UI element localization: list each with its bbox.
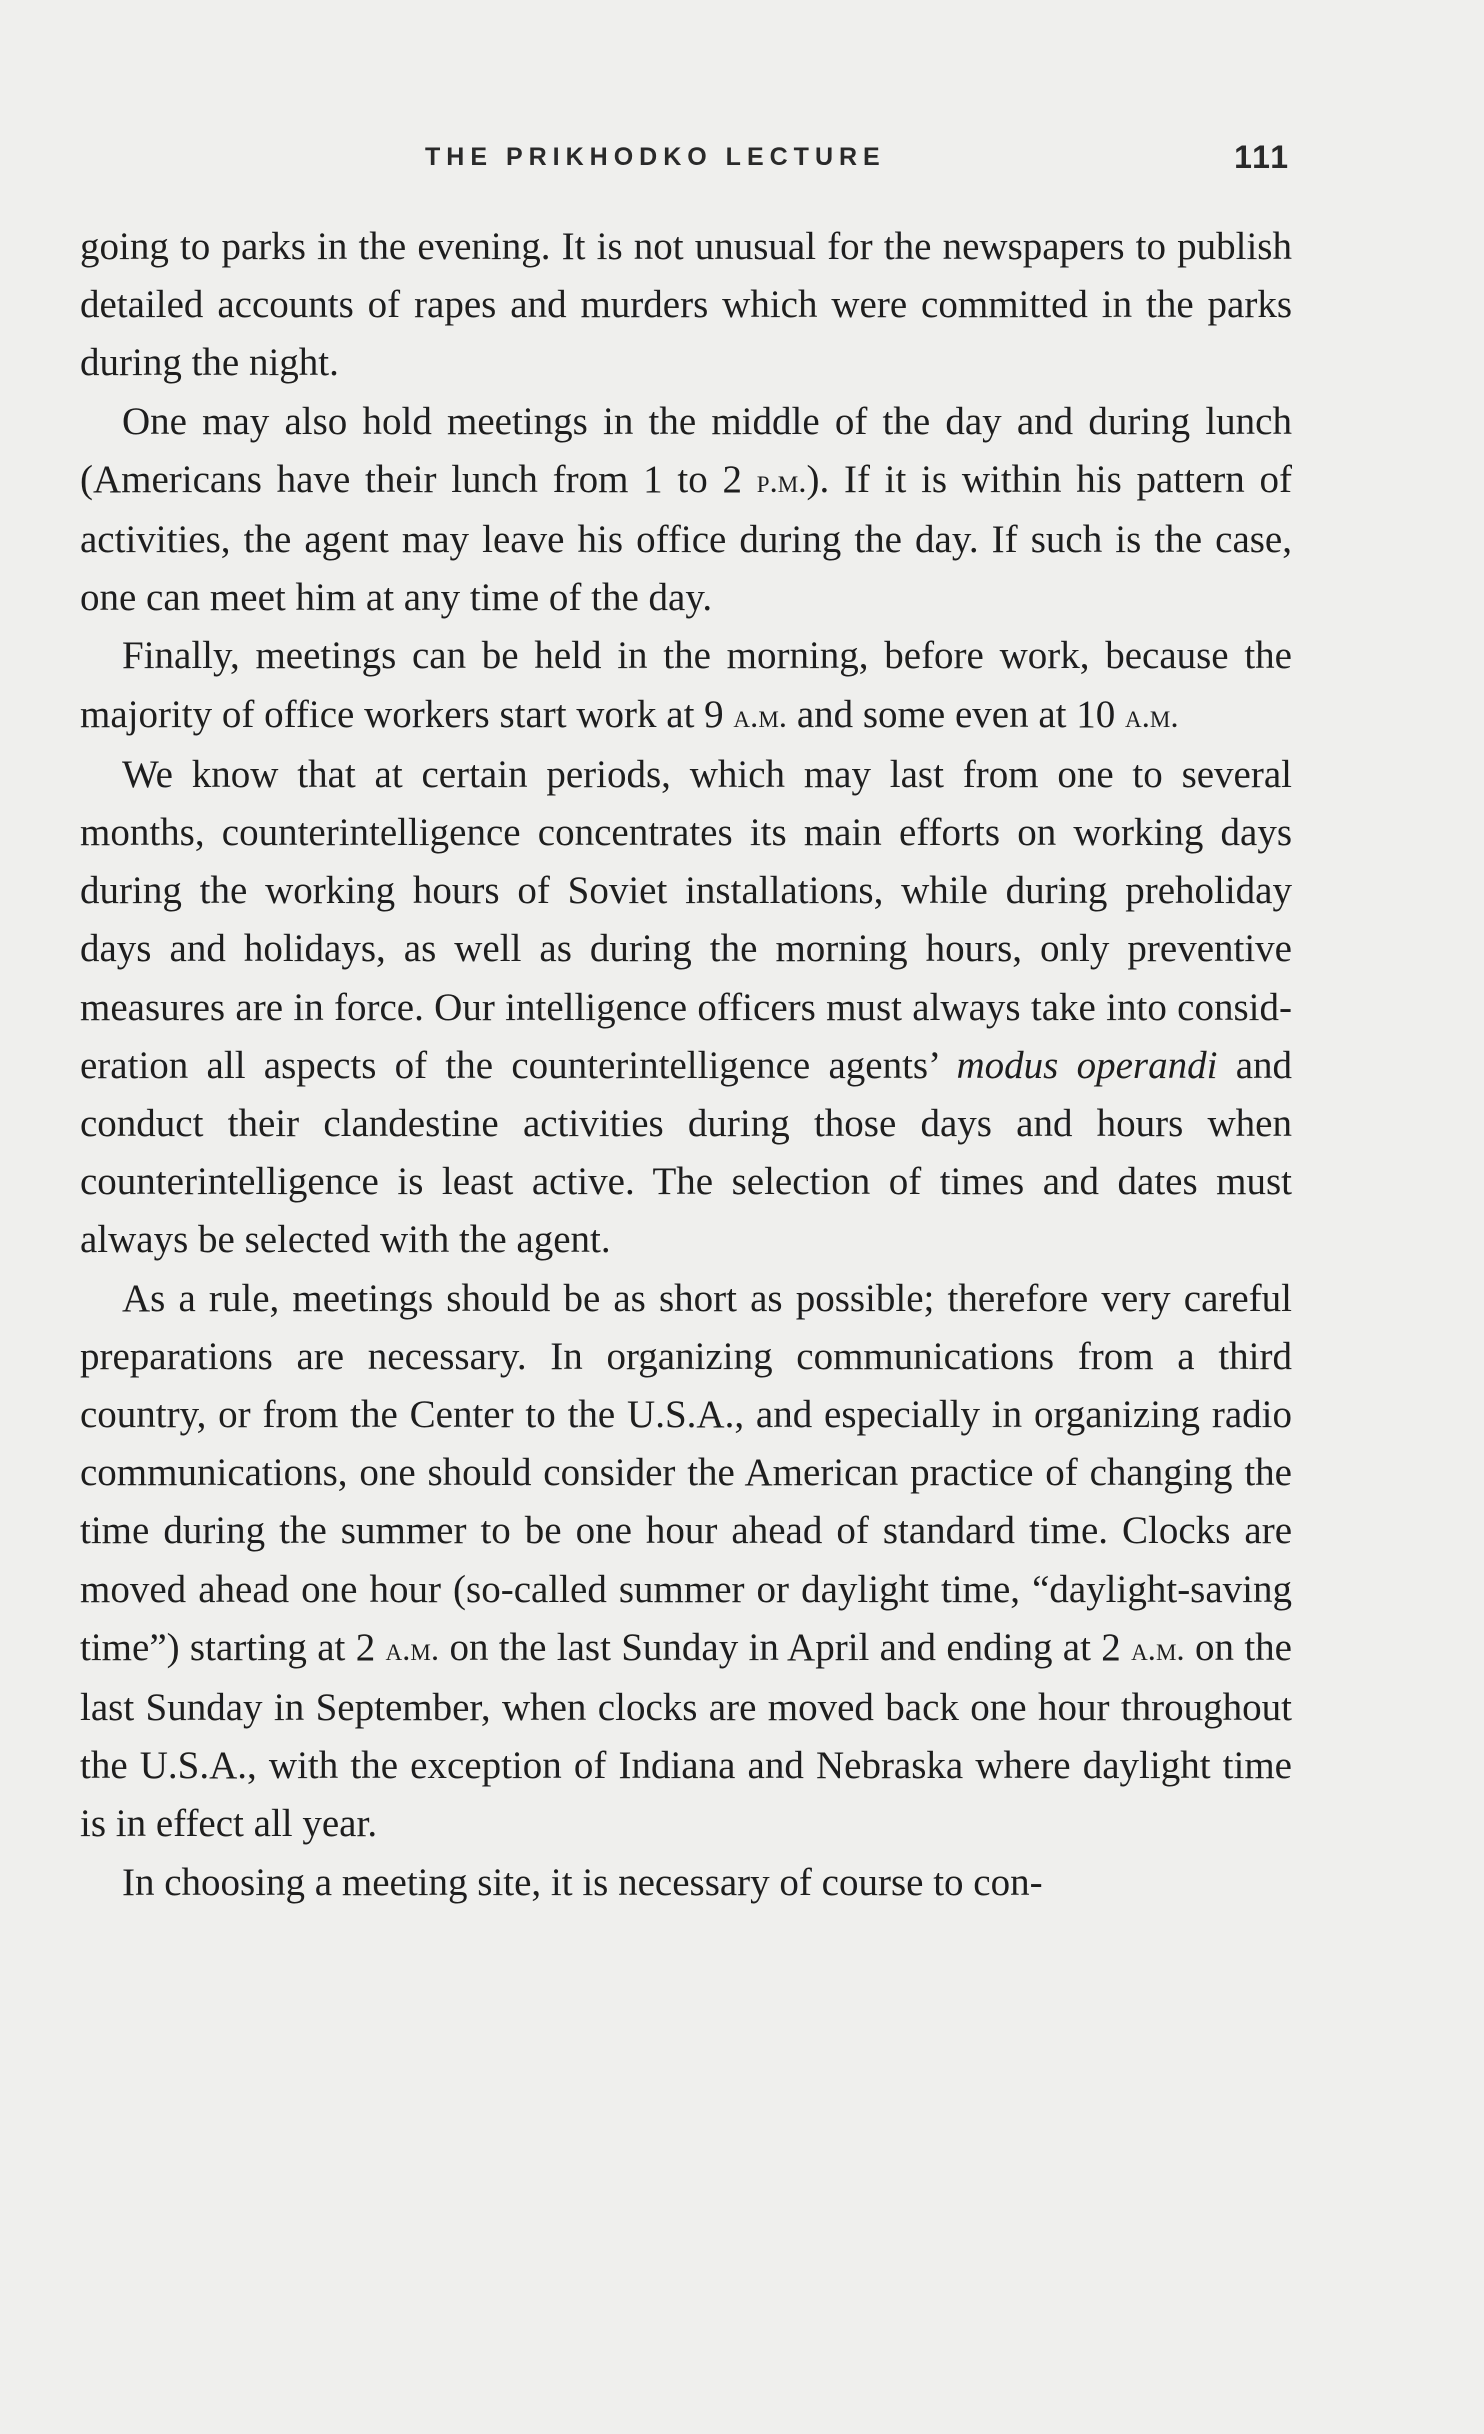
small-caps-time: a.m.	[733, 697, 788, 735]
text-run: In choosing a meeting site, it is necessary of course to con-	[122, 1860, 1043, 1904]
small-caps-time: p.m.	[756, 462, 807, 500]
body-text	[80, 218, 1292, 1912]
page-number: 111	[1234, 139, 1290, 175]
paragraph-1	[80, 218, 1292, 393]
text-run: As a rule, meetings should be as short as possible; therefore very careful preparations are necessary. In organizing communications from a third country, or from the Center to the U.S.A., and especially in organizing radio communications, one should consider the American practice of changing the time during the summer to be one hour ahead of standard time. Clocks are moved ahead one hour (so-called summer or daylight time, “daylight-saving time”) starting at 2	[80, 1276, 1292, 1669]
text-run: on the last Sunday in September, when clocks are moved back one hour throughout the U.S.A., with the exception of Indiana and Nebraska where daylight time is in effect all year.	[80, 1625, 1292, 1846]
text-run: We know that at certain periods, which may last from one to several months, counterintelligence concentrates its main efforts on working days during the working hours of Soviet installations, while during preholiday days and holidays, as well as during the morning hours, only preventive measures are in force. Our intelligence officers must always take into consideration all aspects of the counterintelligence agents’	[80, 752, 1292, 1087]
italic-phrase: modus operandi	[956, 1043, 1218, 1087]
text-run: going to parks in the evening. It is not unusual for the newspapers to publish detailed accounts of rapes and murders which were committed in the parks during the night.	[80, 225, 1292, 385]
text-run: and some even at 10	[787, 692, 1125, 736]
small-caps-time: a.m.	[385, 1630, 440, 1668]
text-run: Finally, meetings can be held in the morning, before work, because the majority of office workers start work at 9	[80, 634, 1292, 736]
running-head: THE PRIKHODKO LECTURE	[425, 143, 886, 171]
text-run: on the last Sunday in April and ending at 2	[439, 1625, 1132, 1669]
paragraph-6	[80, 1854, 1292, 1912]
text-run: and conduct their clandestine activities during those days and hours when counterintelligence is least active. The selection of times and dates must always be selected with the agent.	[80, 1043, 1292, 1262]
paragraph-4	[80, 746, 1292, 1270]
small-caps-time: a.m.	[1131, 1630, 1185, 1668]
paragraph-3	[80, 627, 1292, 745]
small-caps-time: a.m.	[1124, 697, 1179, 735]
paragraph-2	[80, 393, 1292, 628]
page-header	[80, 135, 1290, 185]
text-run: ). If it is within his pattern of activities, the agent may leave his office during the day. If such is the case, one can meet him at any time of the day.	[80, 457, 1292, 620]
paragraph-5	[80, 1270, 1292, 1854]
text-run: One may also hold meetings in the middle of the day and during lunch (Americans have their lunch from 1 to 2	[80, 399, 1292, 501]
